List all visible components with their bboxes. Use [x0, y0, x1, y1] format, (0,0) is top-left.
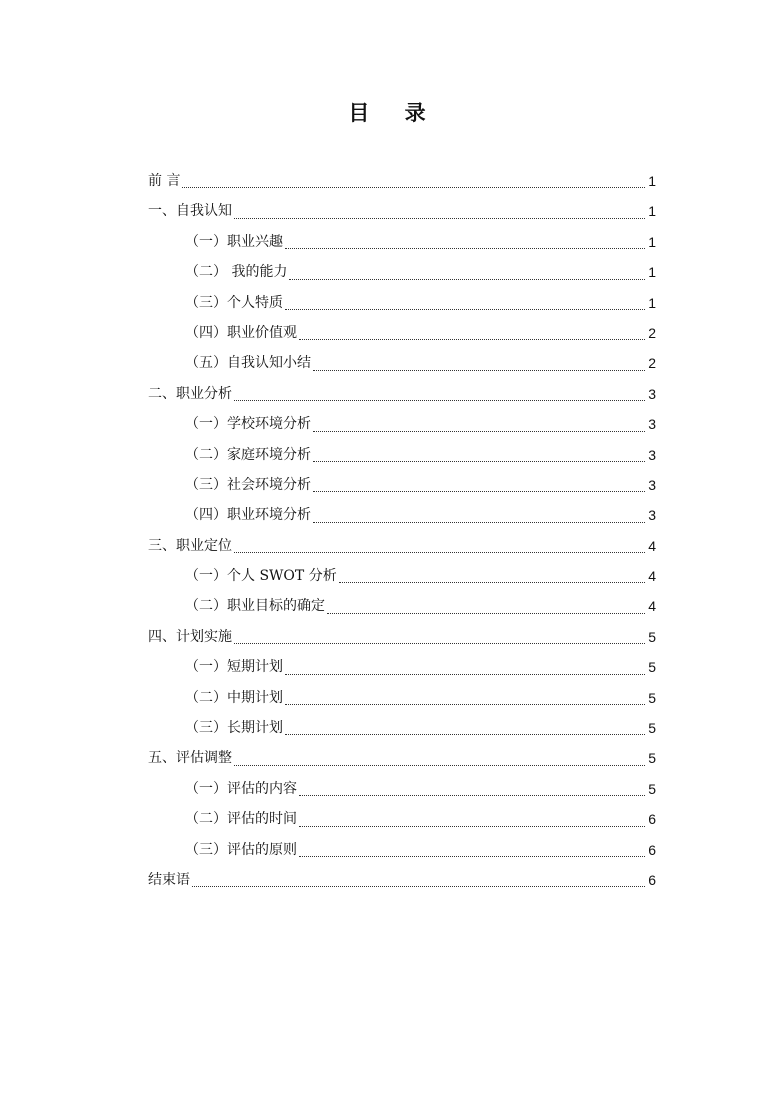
toc-dot-leader: [234, 217, 645, 219]
toc-entry[interactable]: [148, 470, 656, 500]
toc-entry[interactable]: [148, 440, 656, 470]
toc-entry-label: （四）职业环境分析: [185, 507, 311, 524]
toc-dot-leader: [289, 278, 645, 280]
toc-entry[interactable]: [148, 257, 656, 287]
toc-entry[interactable]: [148, 348, 656, 378]
toc-entry[interactable]: [148, 196, 656, 226]
toc-entry-label: （二）中期计划: [185, 689, 283, 706]
toc-dot-leader: [234, 642, 645, 644]
toc-entry-page-number: 6: [648, 811, 656, 828]
toc-entry[interactable]: [148, 409, 656, 439]
toc-dot-leader: [339, 581, 646, 583]
toc-entry-label: （一）短期计划: [185, 659, 283, 676]
toc-entry-label: （一）个人 SWOT 分析: [185, 568, 337, 585]
toc-entry-label: （一）学校环境分析: [185, 416, 311, 433]
toc-title: 目 录: [348, 101, 440, 125]
toc-entry-label: 三、职业定位: [148, 537, 232, 554]
toc-entry-label: （三）评估的原则: [185, 841, 297, 858]
toc-dot-leader: [234, 399, 645, 401]
toc-entry-page-number: 5: [648, 659, 656, 676]
toc-dot-leader: [299, 855, 645, 857]
toc-entry-page-number: 3: [648, 507, 656, 524]
toc-entry-page-number: 3: [648, 416, 656, 433]
toc-entry-page-number: 5: [648, 780, 656, 797]
toc-dot-leader: [313, 521, 645, 523]
toc-entry-label: （二） 我的能力: [185, 264, 288, 281]
toc-entry-page-number: 1: [648, 172, 656, 189]
toc-dot-leader: [327, 612, 645, 614]
toc-entry[interactable]: [148, 288, 656, 318]
toc-entry-label: （三）长期计划: [185, 720, 283, 737]
toc-dot-leader: [313, 430, 645, 432]
toc-dot-leader: [285, 733, 645, 735]
toc-entry[interactable]: [148, 227, 656, 257]
toc-dot-leader: [234, 551, 645, 553]
toc-entry-page-number: 6: [648, 871, 656, 888]
toc-entry-label: 前 言: [148, 172, 181, 189]
toc-dot-leader: [313, 490, 645, 492]
toc-entry-page-number: 3: [648, 476, 656, 493]
toc-entry-page-number: 5: [648, 720, 656, 737]
toc-entry[interactable]: [148, 774, 656, 804]
toc-entry-page-number: 3: [648, 446, 656, 463]
toc-dot-leader: [234, 764, 645, 766]
toc-entry-page-number: 1: [648, 203, 656, 220]
toc-entry-page-number: 3: [648, 385, 656, 402]
toc-entry[interactable]: [148, 166, 656, 196]
toc-dot-leader: [285, 308, 645, 310]
toc-entry-label: 五、评估调整: [148, 750, 232, 767]
toc-entry-page-number: 1: [648, 233, 656, 250]
toc-entry[interactable]: [148, 622, 656, 652]
toc-entry-label: （三）社会环境分析: [185, 476, 311, 493]
toc-entry[interactable]: [148, 318, 656, 348]
toc-entry[interactable]: [148, 500, 656, 530]
toc-entry[interactable]: [148, 591, 656, 621]
toc-entry-page-number: 2: [648, 324, 656, 341]
toc-entry[interactable]: [148, 683, 656, 713]
toc-entry[interactable]: [148, 652, 656, 682]
toc-entry-page-number: 4: [648, 568, 656, 585]
toc-entry-label: （三）个人特质: [185, 294, 283, 311]
toc-dot-leader: [313, 460, 645, 462]
toc-entry[interactable]: [148, 561, 656, 591]
toc-entry-label: （二）职业目标的确定: [185, 598, 325, 615]
toc-entry-page-number: 1: [648, 294, 656, 311]
toc-dot-leader: [285, 247, 645, 249]
toc-entry-page-number: 4: [648, 537, 656, 554]
toc-entry[interactable]: [148, 835, 656, 865]
toc-entry-label: 二、职业分析: [148, 385, 232, 402]
toc-entry[interactable]: [148, 379, 656, 409]
toc-entry-page-number: 6: [648, 841, 656, 858]
toc-entry[interactable]: [148, 865, 656, 895]
toc-entry-label: 结束语: [148, 871, 190, 888]
toc-dot-leader: [182, 186, 645, 188]
toc-dot-leader: [313, 369, 645, 371]
toc-entry-page-number: 5: [648, 750, 656, 767]
toc-dot-leader: [299, 825, 645, 827]
toc-entry-label: （五）自我认知小结: [185, 355, 311, 372]
toc-entry-page-number: 2: [648, 355, 656, 372]
toc-entry[interactable]: [148, 743, 656, 773]
toc-entry-label: （一）职业兴趣: [185, 233, 283, 250]
toc-entry[interactable]: [148, 531, 656, 561]
toc-entry[interactable]: [148, 804, 656, 834]
toc-entry-label: 一、自我认知: [148, 203, 232, 220]
toc-dot-leader: [285, 673, 645, 675]
table-of-contents: [148, 166, 656, 895]
toc-entry-label: （一）评估的内容: [185, 780, 297, 797]
toc-entry-label: （四）职业价值观: [185, 324, 297, 341]
toc-entry[interactable]: [148, 713, 656, 743]
toc-entry-page-number: 1: [648, 264, 656, 281]
toc-dot-leader: [299, 338, 645, 340]
toc-dot-leader: [192, 885, 645, 887]
toc-entry-page-number: 5: [648, 628, 656, 645]
toc-entry-label: （二）评估的时间: [185, 811, 297, 828]
toc-dot-leader: [285, 703, 645, 705]
toc-dot-leader: [299, 794, 645, 796]
toc-entry-page-number: 4: [648, 598, 656, 615]
toc-entry-label: 四、计划实施: [148, 628, 232, 645]
toc-entry-label: （二）家庭环境分析: [185, 446, 311, 463]
toc-entry-page-number: 5: [648, 689, 656, 706]
